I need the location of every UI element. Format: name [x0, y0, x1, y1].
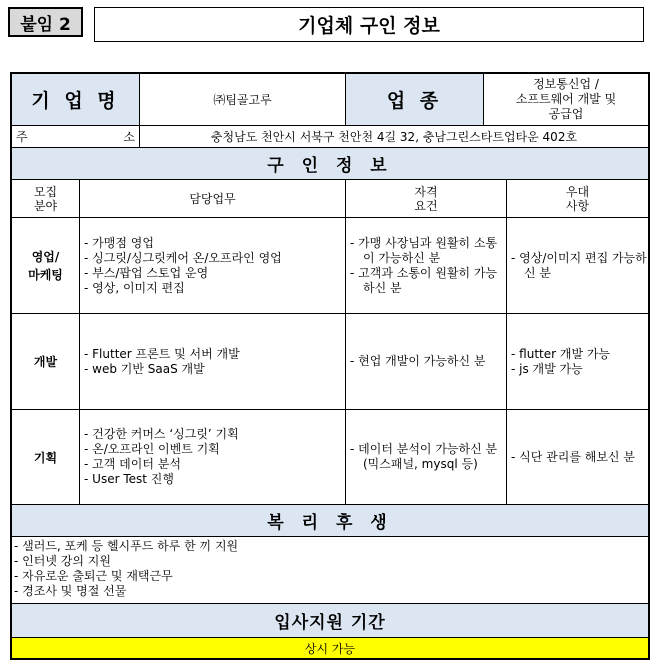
job-row-development [12, 314, 648, 410]
address-label-char-2: 소 [123, 130, 135, 144]
job-row-planning [12, 410, 648, 505]
company-row [12, 74, 648, 126]
jobs-column-header-row [12, 180, 648, 218]
job-requirements [346, 314, 507, 409]
list-item: - 영상/이미지 편집 가능하신 분 [511, 251, 648, 281]
job-duties [80, 314, 346, 409]
job-duties [80, 410, 346, 504]
job-duties [80, 218, 346, 313]
list-item: - 식단 관리를 해보신 분 [511, 450, 635, 465]
address-row [12, 126, 648, 148]
column-header-requirements: 자격 요건 [346, 180, 507, 217]
list-item: - 고객 데이터 분석 [84, 457, 239, 472]
welfare-section-title: 복 리 후 생 [12, 505, 648, 537]
job-preferred [507, 218, 648, 313]
job-row-sales [12, 218, 648, 314]
document-title: 기업체 구인 정보 [94, 7, 644, 42]
list-item: - Flutter 프론트 및 서버 개발 [84, 347, 240, 362]
list-item: - 인터넷 강의 지원 [14, 554, 648, 569]
welfare-list [12, 537, 648, 604]
company-name-value: ㈜팀골고루 [140, 74, 346, 125]
list-item: - 온/오프라인 이벤트 기획 [84, 442, 239, 457]
application-period: 상시 가능 [12, 638, 648, 658]
column-header-preferred: 우대 사항 [565, 184, 590, 213]
list-item: - 부스/팝업 스토업 운영 [84, 266, 282, 281]
job-requirements [346, 410, 507, 504]
list-item: - 고객과 소통이 원활히 가능하신 분 [350, 266, 506, 296]
company-name-label: 기 업 명 [12, 74, 140, 125]
column-header-category: 모집 분야 [12, 180, 80, 217]
list-item: - 가맹 사장님과 원활히 소통이 가능하신 분 [350, 236, 506, 266]
list-item: - 영상, 이미지 편집 [84, 281, 282, 296]
list-item: - 건강한 커머스 ‘싱그릿’ 기획 [84, 427, 239, 442]
attachment-tag: 붙임 2 [8, 7, 83, 37]
list-item: - 데이터 분석이 가능하신 분 (믹스패널, mysql 등) [350, 442, 506, 472]
job-category: 기획 [12, 410, 80, 504]
list-item: - 가맹점 영업 [84, 236, 282, 251]
industry-value: 정보통신업 / 소프트웨어 개발 및 공급업 [515, 77, 617, 121]
column-header-duties: 담당업무 [80, 180, 346, 217]
jobs-section-title: 구 인 정 보 [12, 148, 648, 180]
list-item: - 현업 개발이 가능하신 분 [350, 354, 486, 369]
job-category: 영업/ 마케팅 [12, 218, 80, 313]
address-label-char-1: 주 [16, 130, 28, 144]
job-category: 개발 [12, 314, 80, 409]
list-item: - 샐러드, 포케 등 헬시푸드 하루 한 끼 지원 [14, 539, 648, 554]
job-preferred [507, 410, 648, 504]
list-item: - 자유로운 출퇴근 및 재택근무 [14, 569, 648, 584]
list-item: - User Test 진행 [84, 472, 239, 487]
list-item: - js 개발 가능 [511, 362, 610, 377]
job-preferred [507, 314, 648, 409]
job-requirements [346, 218, 507, 313]
job-info-table [10, 72, 650, 660]
industry-label: 업 종 [346, 74, 484, 125]
address-label [12, 126, 140, 147]
list-item: - 경조사 및 명절 선물 [14, 584, 648, 599]
list-item: - 싱그릿/싱그릿케어 온/오프라인 영업 [84, 251, 282, 266]
address-value: 충청남도 천안시 서북구 천안천 4길 32, 충남그린스타트업타운 402호 [210, 130, 578, 144]
application-section-title: 입사지원 기간 [12, 604, 648, 638]
list-item: - web 기반 SaaS 개발 [84, 362, 240, 377]
list-item: - flutter 개발 가능 [511, 347, 610, 362]
